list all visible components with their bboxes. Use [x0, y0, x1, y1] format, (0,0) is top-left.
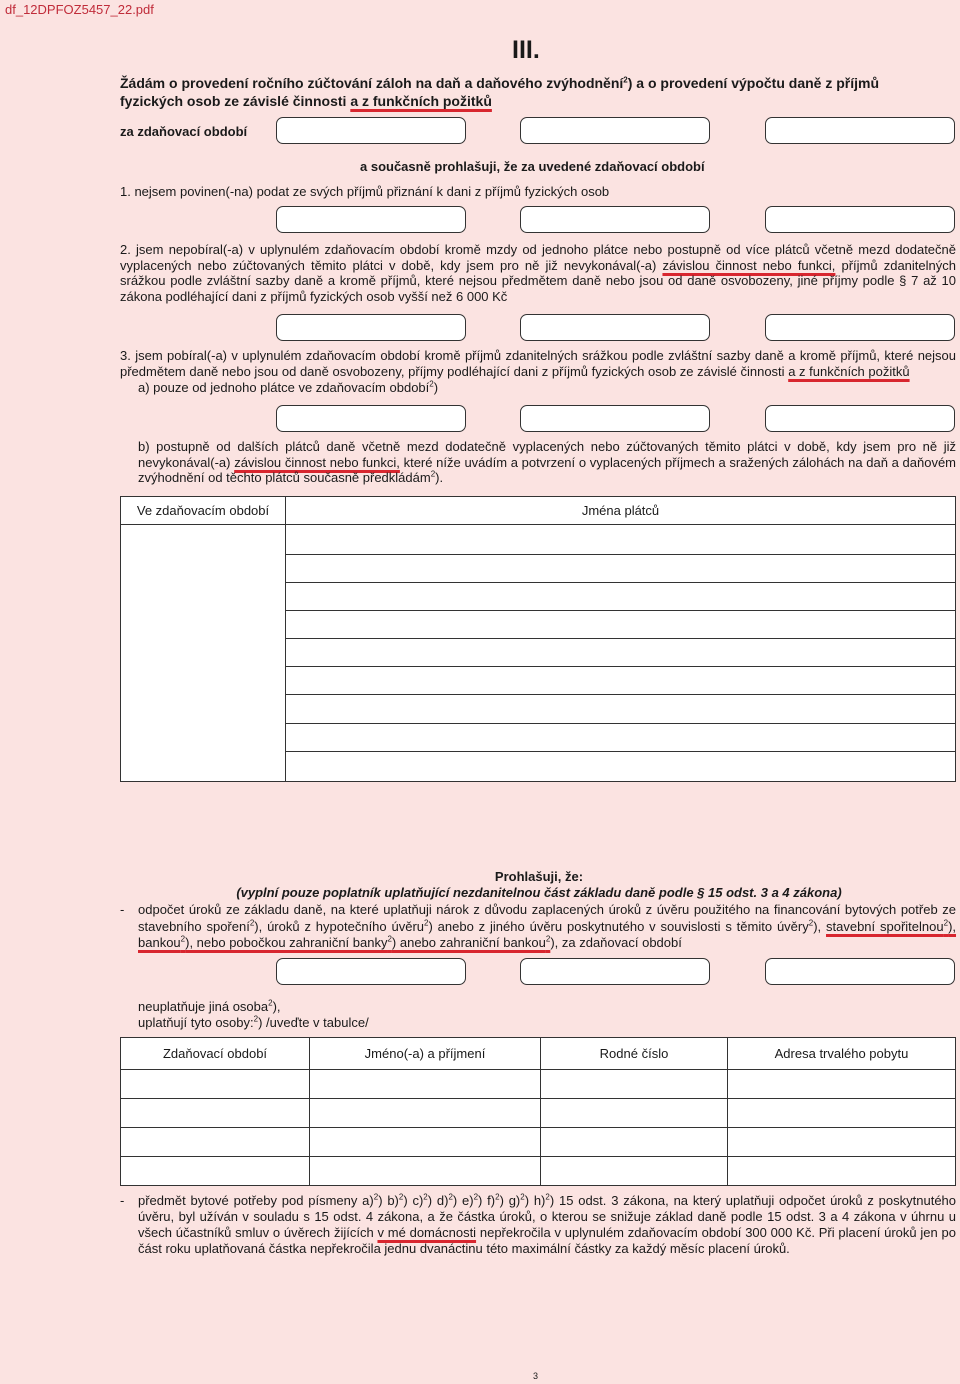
persons-cell[interactable]: [541, 1099, 728, 1128]
persons-cell[interactable]: [728, 1157, 956, 1186]
page-number: 3: [533, 1371, 539, 1381]
interest-period-field-2[interactable]: [520, 958, 710, 985]
payer-row[interactable]: [286, 694, 955, 723]
payer-row[interactable]: [286, 723, 955, 751]
item-2-text: 2. jsem nepobíral(-a) v uplynulém zdaňovacím období kromě mzdy od jednoho plátce nebo postupně od více plátců včetně mezd dodatečně vyplacených nebo zúčtovaných těmito plátci v době, kdy jsem pro ně již nevykonával(-a) závislou činnost nebo funkci, příjmů zdanitelných srážkou podle zvláštní sazby daně a kromě příjmů, které nejsou předmětem daně nebo jsou od daně osvobozeny, jiné příjmy podle § 7 až 10 zákona podléhající dani z příjmů fyzických osob vyšší než 6 000 Kč: [120, 242, 956, 305]
interest-period-field-1[interactable]: [276, 958, 466, 985]
persons-cell[interactable]: [541, 1157, 728, 1186]
persons-header-period: Zdaňovací období: [121, 1038, 310, 1070]
payers-header-names: Jména plátců: [286, 497, 956, 525]
persons-cell[interactable]: [541, 1128, 728, 1157]
item-3a-field-3[interactable]: [765, 405, 955, 432]
persons-header-address: Adresa trvalého pobytu: [728, 1038, 956, 1070]
item-1-text: 1. nejsem povinen(-na) podat ze svých příjmů přiznání k dani z příjmů fyzických osob: [120, 184, 610, 199]
item-3b-text: b) postupně od dalších plátců daně včetně mezd dodatečně vyplacených nebo zúčtovaných těmito plátci v době, kdy jsem pro ně již nevykonával(-a) závislou činnost nebo funkci, které níže uvádím a potvrzení o vyplacených příjmech a sražených zálohách na daň a daňovém zvýhodnění od těchto plátců současně předkládám$^2$).: [138, 439, 957, 486]
not-claimed-text: neuplatňuje jiná osoba$^2$),: [138, 998, 281, 1014]
item-2-field-3[interactable]: [765, 314, 955, 341]
housing-purpose-bullet: předmět bytové potřeby pod písmeny a)$^2$) b)$^2$) c)$^2$) d)$^2$) e)$^2$) f)$^2$) g)$^2$) h)$^2$) 15 odst. 3 zákona, na který uplatňuji odpočet úroků z poskytnutého úvěru, byl užíván v souladu s 15 odst. 4 zákona, a že částka úroků, o kterou se snižuje základ daně podle 15 odst. 3 a 4 zákona v úhrnu u všech účastníků smluv o úvěrech žijících v mé domácnosti nepřekročila v uplynulém zdaňovacím období 300 000 Kč. Při placení úroků jen po část roku uplatňovaná částka nepřekročila jednu dvanáctinu této maximální částky za každý měsíc placení úroků.: [138, 1192, 957, 1256]
payers-names-column: [286, 525, 956, 782]
tax-period-label: za zdaňovací období: [120, 124, 248, 139]
tax-period-field-3[interactable]: [765, 117, 955, 144]
payers-table: [120, 496, 956, 782]
persons-cell[interactable]: [310, 1070, 541, 1099]
payer-row[interactable]: [286, 751, 955, 779]
item-3-text: 3. jsem pobíral(-a) v uplynulém zdaňovacím období kromě příjmů zdanitelných srážkou podle zvláštní sazby daně a kromě příjmů, které nejsou předmětem daně nebo jsou od daně osvobozeny, příjmy podléhající dani z příjmů fyzických osob ze závislé činnosti a z funkčních požitků: [120, 348, 956, 379]
payer-row[interactable]: [286, 525, 955, 554]
tax-period-field-2[interactable]: [520, 117, 710, 144]
persons-header-name: Jméno(-a) a příjmení: [310, 1038, 541, 1070]
persons-cell[interactable]: [728, 1099, 956, 1128]
persons-cell[interactable]: [310, 1128, 541, 1157]
declaration-subtitle: (vyplní pouze poplatník uplatňující nezdanitelnou část základu daně podle § 15 odst. 3 a 4 zákona): [236, 885, 842, 900]
declaration-bullet-1: odpočet úroků ze základu daně, na které uplatňuji nárok z důvodu zaplacených úroků z úvěru použitého na financování bytových potřeb ze stavebního spoření$^2$), úroků z hypotečního úvěru$^2$) anebo z jiného úvěru poskytnutého v souvislosti s těmito úvěry$^2$), stavební spořitelnou$^2$), bankou$^2$), nebo pobočkou zahraniční banky$^2$) anebo zahraniční bankou$^2$), za zdaňovací období: [138, 902, 957, 950]
bullet-dash-1: -: [120, 902, 125, 917]
persons-cell[interactable]: [121, 1099, 310, 1128]
item-1-field-1[interactable]: [276, 206, 466, 233]
persons-cell[interactable]: [310, 1157, 541, 1186]
persons-cell[interactable]: [121, 1157, 310, 1186]
tax-period-field-1[interactable]: [276, 117, 466, 144]
persons-table: [120, 1037, 956, 1186]
claimed-text: uplatňují tyto osoby:$^2$) /uveďte v tabulce/: [138, 1014, 369, 1030]
interest-period-field-3[interactable]: [765, 958, 955, 985]
payer-row[interactable]: [286, 610, 955, 638]
payer-row[interactable]: [286, 582, 955, 610]
item-2-field-1[interactable]: [276, 314, 466, 341]
section-number: III.: [512, 36, 540, 64]
payers-period-cell[interactable]: [121, 525, 286, 782]
persons-cell[interactable]: [728, 1070, 956, 1099]
item-1-field-2[interactable]: [520, 206, 710, 233]
item-2-field-2[interactable]: [520, 314, 710, 341]
persons-cell[interactable]: [728, 1128, 956, 1157]
persons-header-birth-number: Rodné číslo: [541, 1038, 728, 1070]
item-3a-field-2[interactable]: [520, 405, 710, 432]
persons-cell[interactable]: [541, 1070, 728, 1099]
item-3a-field-1[interactable]: [276, 405, 466, 432]
payer-row[interactable]: [286, 638, 955, 666]
item-1-field-3[interactable]: [765, 206, 955, 233]
payer-row[interactable]: [286, 554, 955, 582]
persons-cell[interactable]: [310, 1099, 541, 1128]
page-heading: Žádám o provedení ročního zúčtování záloh na daň a daňového zvýhodnění$^2$) a o provedení výpočtu daně z příjmů fyzických osob ze závislé činnosti a z funkčních požitků: [120, 75, 880, 109]
item-3a-text: a) pouze od jednoho plátce ve zdaňovacím období$^2$): [138, 379, 439, 395]
payer-row[interactable]: [286, 666, 955, 694]
payers-header-period: Ve zdaňovacím období: [121, 497, 286, 525]
persons-cell[interactable]: [121, 1070, 310, 1099]
bullet-dash-2: -: [120, 1193, 125, 1208]
declaration-title: Prohlašuji, že:: [494, 869, 584, 884]
document-filename: df_12DPFOZ5457_22.pdf: [5, 2, 154, 17]
persons-cell[interactable]: [121, 1128, 310, 1157]
declaration-label: a současně prohlašuji, že za uvedené zdaňovací období: [360, 159, 705, 174]
